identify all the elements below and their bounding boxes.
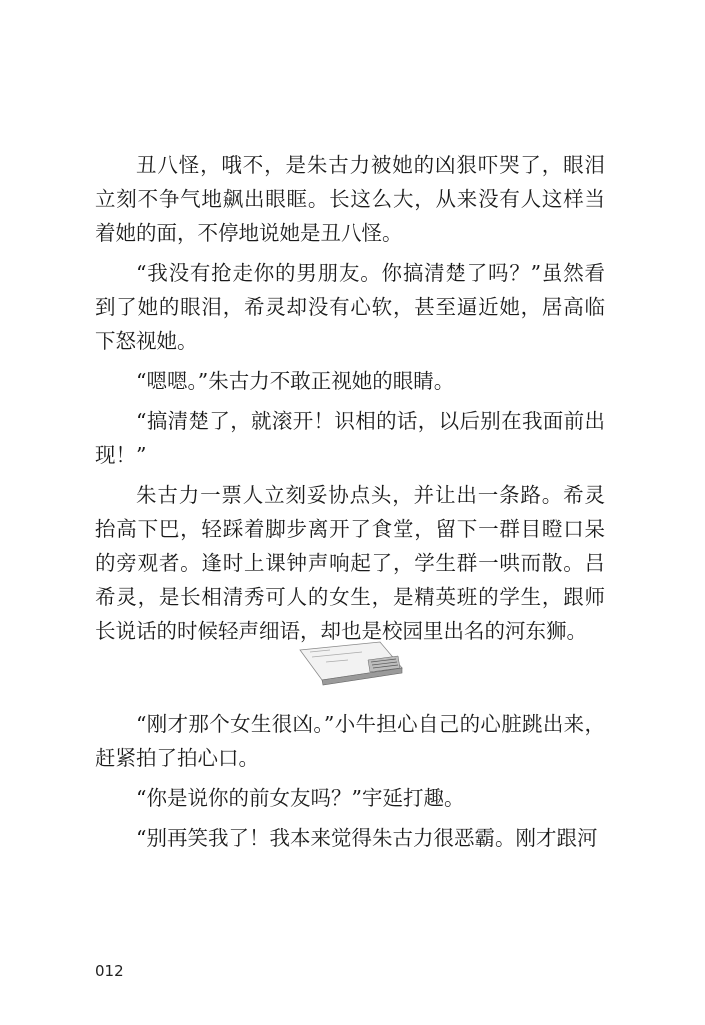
paragraph: “我没有抢走你的男朋友。你搞清楚了吗？”虽然看到了她的眼泪，希灵却没有心软，甚至逼近她，居高临下怒视她。 (95, 261, 605, 353)
text-section-one (95, 148, 605, 654)
paragraph: “刚才那个女生很凶。”小牛担心自己的心脏跳出来，赶紧拍了拍心口。 (95, 712, 605, 770)
page-number: 012 (95, 962, 124, 980)
paragraph: “嗯嗯。”朱古力不敢正视她的眼睛。 (136, 369, 455, 393)
paragraph: “搞清楚了，就滚开！识相的话，以后别在我面前出现！” (95, 409, 605, 467)
section-break-ornament-icon (296, 638, 406, 688)
paragraph: “别再笑我了！我本来觉得朱古力很恶霸。刚才跟河 (136, 826, 598, 850)
paragraph: “你是说你的前女友吗？”宇延打趣。 (136, 786, 465, 810)
paragraph: 朱古力一票人立刻妥协点头，并让出一条路。希灵抬高下巴，轻踩着脚步离开了食堂，留下一群目瞪口呆的旁观者。逢时上课钟声响起了，学生群一哄而散。吕希灵，是长相清秀可人的女生，是精英班的学生，跟师长说话的时候轻声细语，却也是校园里出名的河东狮。 (95, 483, 605, 643)
text-section-two (95, 707, 605, 861)
paragraph: 丑八怪，哦不，是朱古力被她的凶狠吓哭了，眼泪立刻不争气地飙出眼眶。长这么大，从来没有人这样当着她的面，不停地说她是丑八怪。 (95, 153, 605, 245)
